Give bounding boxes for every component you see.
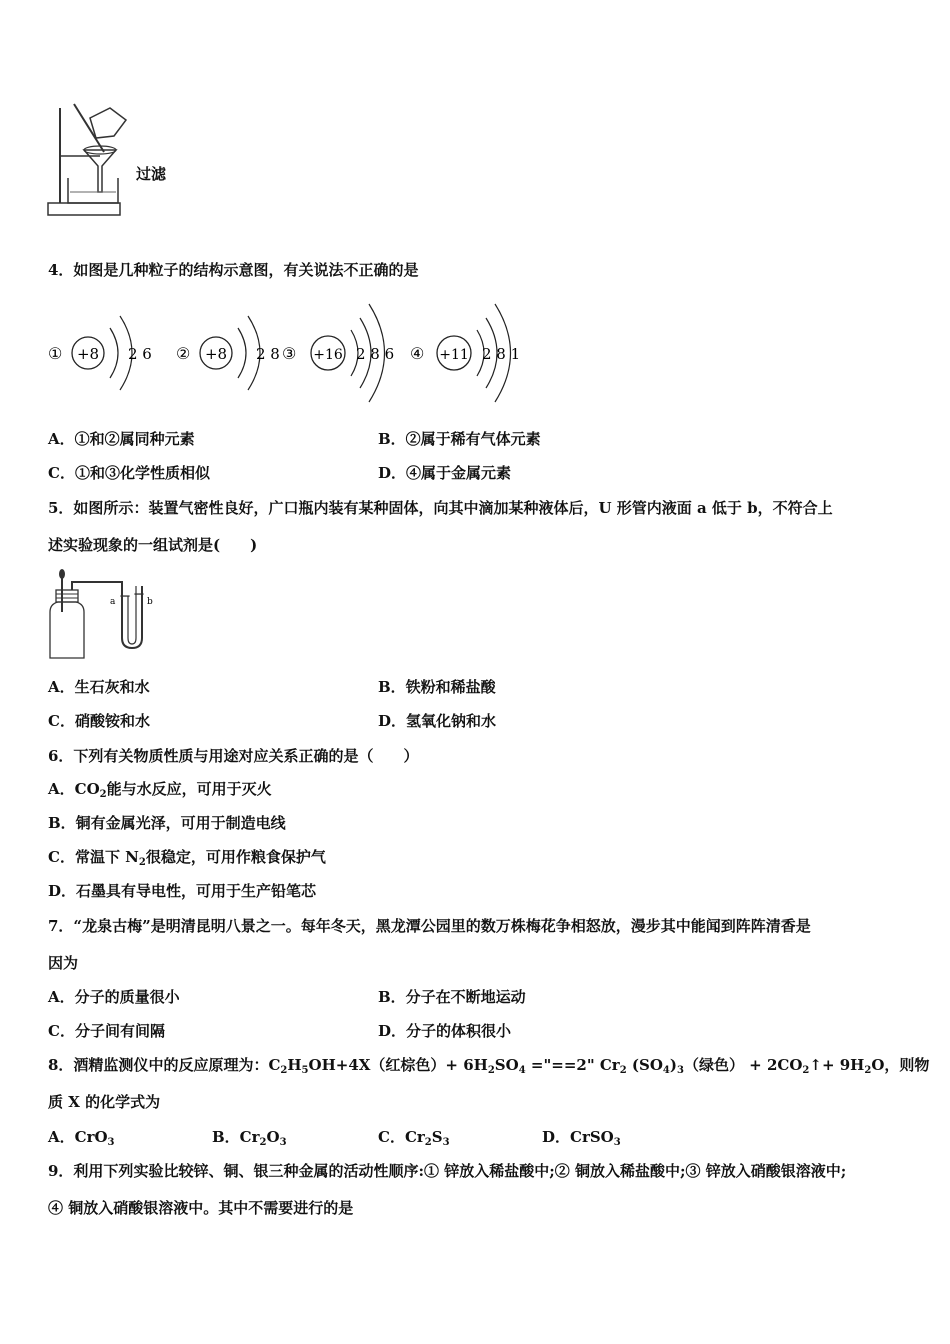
particle-2-label: ② — [176, 344, 191, 363]
particle-2-charge: +8 — [204, 345, 228, 363]
u-tube-label-a: a — [110, 597, 116, 607]
q8-stem-line1: 8．酒精监测仪中的反应原理为：$C_2H_5OH+4X$（红棕色）+ $6H_2SO_4$ ="==2" $Cr_2$ $(SO_4)_3$（绿色） + $2CO_2↑+ 9H_2O$，则物 — [48, 1056, 930, 1076]
q4-option-c[interactable]: C．①和③化学性质相似 — [48, 464, 210, 482]
u-tube-label-b: b — [147, 597, 153, 607]
filtration-caption: 过滤 — [136, 165, 167, 183]
q4-option-b[interactable]: B．②属于稀有气体元素 — [378, 430, 541, 448]
particle-3-charge: +16 — [313, 347, 343, 363]
q8-option-a[interactable]: A．CrO$_3$ — [48, 1128, 115, 1148]
atomic-structure-diagrams — [40, 290, 540, 410]
particle-4-label: ④ — [410, 344, 425, 363]
particle-3-label: ③ — [282, 344, 297, 363]
particle-4-shells: 2 8 1 — [482, 345, 521, 363]
filtration-apparatus-figure — [44, 100, 130, 220]
q8-stem-line2: 质 X 的化学式为 — [48, 1093, 161, 1111]
q9-stem-line2: ④ 铜放入硝酸银溶液中。其中不需要进行的是 — [48, 1199, 354, 1217]
q7-stem-line2: 因为 — [48, 954, 79, 972]
q9-stem-line1: 9．利用下列实验比较锌、铜、银三种金属的活动性顺序:① 锌放入稀盐酸中;② 铜放入稀盐酸中;③ 锌放入硝酸银溶液中; — [48, 1162, 847, 1180]
q5-option-b[interactable]: B．铁粉和稀盐酸 — [378, 678, 496, 696]
particle-3-shells: 2 8 6 — [356, 345, 395, 363]
q7-option-b[interactable]: B．分子在不断地运动 — [378, 988, 526, 1006]
q6-option-d[interactable]: D．石墨具有导电性，可用于生产铅笔芯 — [48, 882, 317, 900]
q4-stem: 4．如图是几种粒子的结构示意图，有关说法不正确的是 — [48, 261, 419, 279]
particle-1-shells: 2 6 — [128, 345, 152, 363]
q6-option-a[interactable]: A．$CO_2$能与水反应，可用于灭火 — [48, 780, 272, 800]
q7-option-c[interactable]: C．分子间有间隔 — [48, 1022, 165, 1040]
q5-option-c[interactable]: C．硝酸铵和水 — [48, 712, 150, 730]
q6-stem: 6．下列有关物质性质与用途对应关系正确的是（ ） — [48, 747, 419, 765]
u-tube-apparatus-figure — [44, 566, 174, 666]
particle-1-label: ① — [48, 344, 63, 363]
particle-1-charge: +8 — [76, 345, 100, 363]
q8-option-c[interactable]: C．$Cr_2S_3$ — [378, 1128, 450, 1148]
q5-stem-line2: 述实验现象的一组试剂是( ) — [48, 536, 258, 554]
q7-stem-line1: 7．“龙泉古梅”是明清昆明八景之一。每年冬天，黑龙潭公园里的数万株梅花争相怒放，漫步其中能闻到阵阵清香是 — [48, 917, 811, 935]
q7-option-a[interactable]: A．分子的质量很小 — [48, 988, 180, 1006]
q7-option-d[interactable]: D．分子的体积很小 — [378, 1022, 512, 1040]
q6-option-c[interactable]: C．常温下 $N_2$很稳定，可用作粮食保护气 — [48, 848, 326, 868]
q5-option-d[interactable]: D．氢氧化钠和水 — [378, 712, 497, 730]
q6-option-b[interactable]: B．铜有金属光泽，可用于制造电线 — [48, 814, 286, 832]
q4-option-a[interactable]: A．①和②属同种元素 — [48, 430, 195, 448]
q4-option-d[interactable]: D．④属于金属元素 — [378, 464, 512, 482]
q8-option-b[interactable]: B．$Cr_2O_3$ — [212, 1128, 287, 1148]
q5-option-a[interactable]: A．生石灰和水 — [48, 678, 150, 696]
q8-option-d[interactable]: D．CrSO$_3$ — [542, 1128, 621, 1148]
particle-2-shells: 2 8 — [256, 345, 280, 363]
q5-stem-line1: 5．如图所示：装置气密性良好，广口瓶内装有某种固体，向其中滴加某种液体后，U 形管内液面 a 低于 b，不符合上 — [48, 499, 833, 517]
particle-4-charge: +11 — [439, 347, 469, 363]
